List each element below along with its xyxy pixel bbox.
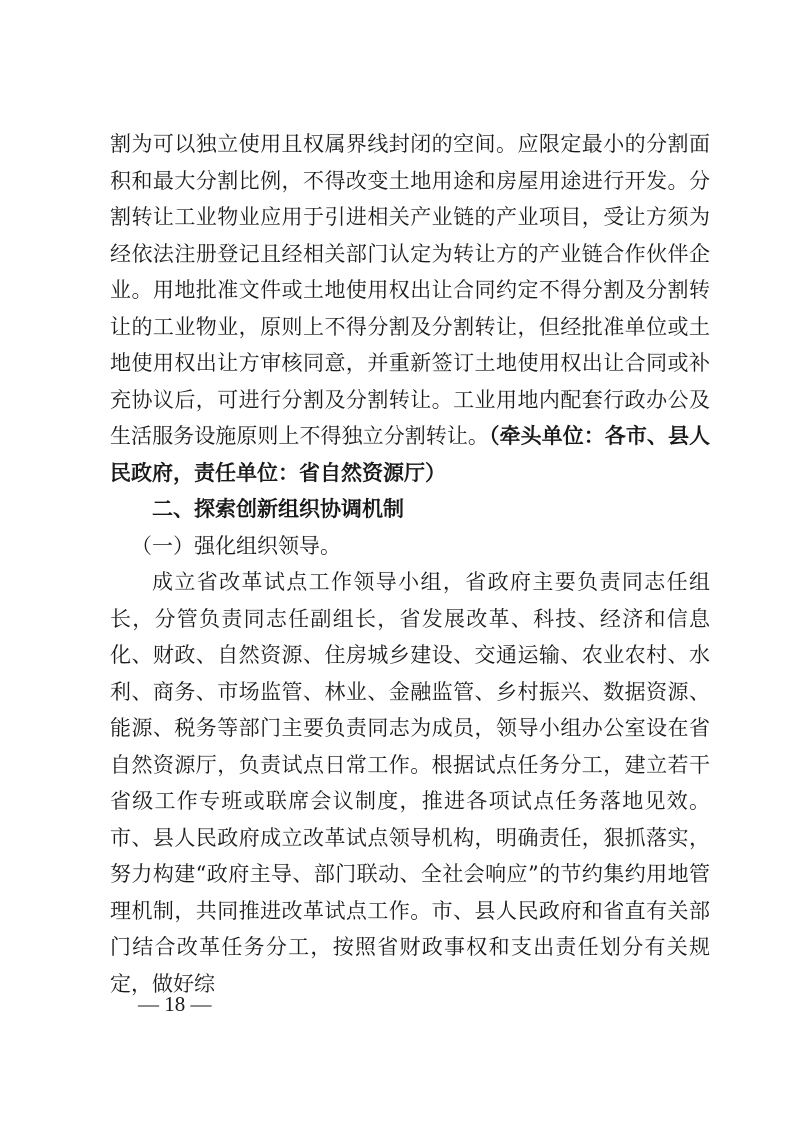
page-number: — 18 — — [138, 992, 212, 1016]
section-heading-text: 二、探索创新组织协调机制 — [152, 497, 404, 521]
responsibility-note: （牵头单位：各市、县人民政府，责任单位：省自然资源厅） — [110, 424, 711, 485]
subsection-heading — [110, 528, 710, 565]
subsection-heading-text: （一）强化组织领导。 — [131, 533, 341, 558]
paragraph-main-text: 成立省改革试点工作领导小组，省政府主要负责同志任组长，分管负责同志任副组长，省发展改革、科技、经济和信息化、财政、自然资源、住房城乡建设、交通运输、农业农村、水利、商务、市场监管、林业、金融监管、乡村振兴、数据资源、能源、税务等部门主要负责同志为成员，领导小组办公室设在省自然资源厅，负责试点日常工作。根据试点任务分工，建立若干省级工作专班或联席会议制度，推进各项试点任务落地见效。市、县人民政府成立改革试点领导机构，明确责任，狠抓落实，努力构建“政府主导、部门联动、全社会响应”的节约集约用地管理机制，共同推进改革试点工作。市、县人民政府和省直有关部门结合改革任务分工，按照省财政事权和支出责任划分有关规定，做好综 — [110, 570, 710, 996]
paragraph-continued-text: 割为可以独立使用且权属界线封闭的空间。应限定最小的分割面积和最大分割比例，不得改变土地用途和房屋用途进行开发。分割转让工业物业应用于引进相关产业链的产业项目，受让方须为经依法注册登记且经相关部门认定为转让方的产业链合作伙伴企业。用地批准文件或土地使用权出让合同约定不得分割及分割转让的工业物业，原则上不得分割及分割转让，但经批准单位或土地使用权出让方审核同意，并重新签订土地使用权出让合同或补充协议后，可进行分割及分割转让。工业用地内配套行政办公及生活服务设施原则上不得独立分割转让。 — [110, 132, 710, 448]
paragraph-continued — [110, 126, 710, 491]
section-heading — [110, 491, 710, 528]
body-text — [110, 126, 710, 1002]
paragraph-main — [110, 564, 710, 1002]
